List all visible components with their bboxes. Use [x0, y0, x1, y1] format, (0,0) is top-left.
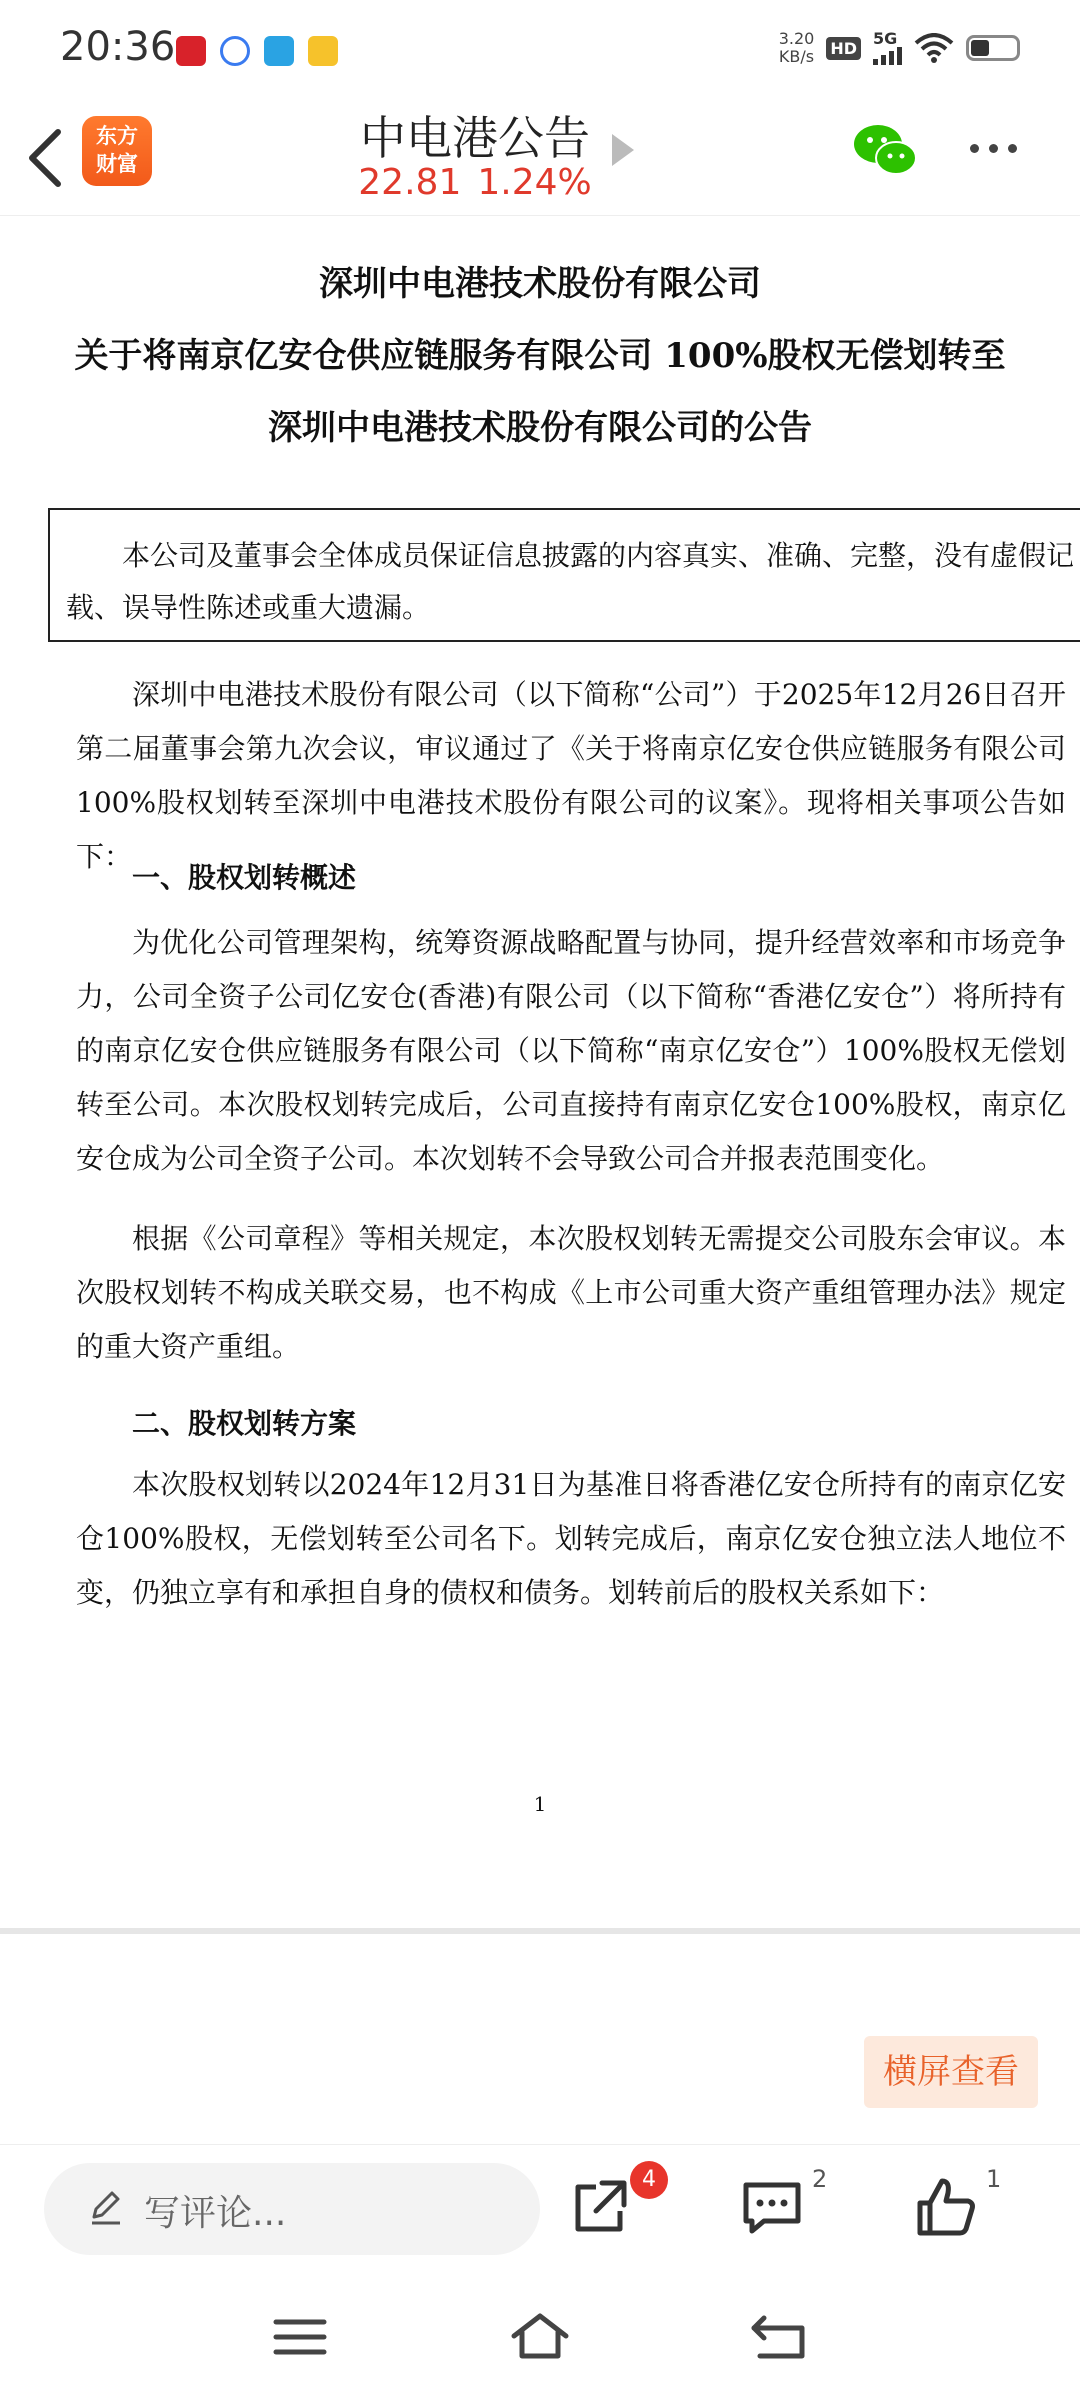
share-badge: 4	[630, 2161, 668, 2199]
menu-icon[interactable]	[270, 2312, 330, 2362]
taxi-app-icon	[308, 36, 338, 66]
battery-icon	[966, 35, 1020, 61]
back-icon[interactable]	[20, 126, 70, 190]
network-type: 5G	[873, 29, 898, 48]
intro-paragraph: 深圳中电港技术股份有限公司（以下简称“公司”）于2025年12月26日召开第二届董事会第九次会议，审议通过了《关于将南京亿安仓供应链服务有限公司100%股权划转至深圳中电港技术股份有限公司的议案》。现将相关事项公告如下：	[76, 678, 1066, 873]
hd-badge: HD	[826, 37, 861, 60]
paw-app-icon	[220, 36, 250, 66]
doc-title-line2: 关于将南京亿安仓供应链服务有限公司 100%股权无偿划转至	[74, 336, 1006, 376]
back-nav-icon[interactable]	[750, 2312, 810, 2362]
action-bar	[0, 2144, 1080, 2274]
doc-title-line3: 深圳中电港技术股份有限公司的公告	[268, 408, 812, 448]
stock-quote[interactable]	[350, 162, 600, 203]
signal-icon	[873, 47, 902, 65]
page-number: 1	[533, 1792, 547, 1816]
system-nav-bar	[0, 2274, 1080, 2400]
wechat-icon[interactable]	[852, 122, 918, 178]
comment-icon[interactable]	[740, 2175, 804, 2239]
comment-placeholder: 写评论...	[144, 2193, 287, 2234]
telegram-icon	[264, 36, 294, 66]
status-bar	[0, 0, 1080, 100]
comment-input[interactable]	[44, 2163, 540, 2255]
section2-paragraph1: 本次股权划转以2024年12月31日为基准日将香港亿安仓所持有的南京亿安仓100%股权，无偿划转至公司名下。划转完成后，南京亿安仓独立法人地位不变，仍独立享有和承担自身的债权和债务。划转前后的股权关系如下：	[76, 1468, 1066, 1609]
like-count: 1	[986, 2165, 1002, 2193]
stock-price: 22.81	[358, 162, 462, 203]
logo-line2: 财富	[96, 152, 138, 176]
pen-icon	[86, 2187, 126, 2227]
play-icon[interactable]	[612, 134, 634, 166]
section1-heading: 一、股权划转概述	[132, 861, 357, 894]
disclaimer-box: 本公司及董事会全体成员保证信息披露的内容真实、准确、完整，没有虚假记载、误导性陈述或重大遗漏。	[48, 508, 1080, 642]
notification-icons	[176, 36, 338, 66]
share-icon[interactable]	[568, 2175, 632, 2239]
comment-count: 2	[812, 2165, 828, 2193]
app-header	[0, 100, 1080, 216]
wifi-icon	[914, 33, 954, 63]
section2-heading: 二、股权划转方案	[132, 1407, 357, 1440]
logo-line1: 东方	[96, 124, 138, 148]
network-speed	[779, 30, 815, 66]
home-icon[interactable]	[510, 2312, 570, 2362]
eastmoney-logo	[82, 116, 152, 186]
cellular-signal	[873, 31, 902, 65]
section1-paragraph2: 根据《公司章程》等相关规定，本次股权划转无需提交公司股东会审议。本次股权划转不构成关联交易，也不构成《上市公司重大资产重组管理办法》规定的重大资产重组。	[76, 1222, 1066, 1363]
announcement-document	[0, 216, 1080, 1928]
net-speed-value: 3.20	[778, 29, 815, 48]
status-right	[779, 30, 1020, 66]
bank-app-icon	[176, 36, 206, 66]
landscape-view-button[interactable]: 横屏查看	[864, 2036, 1038, 2108]
net-speed-unit: KB/s	[778, 47, 815, 66]
more-icon[interactable]	[970, 144, 1017, 153]
doc-title-line1: 深圳中电港技术股份有限公司	[319, 264, 761, 304]
stock-change: 1.24%	[477, 162, 592, 203]
page-title: 中电港公告	[360, 111, 590, 165]
like-icon[interactable]	[914, 2175, 978, 2239]
section1-paragraph1: 为优化公司管理架构，统筹资源战略配置与协同，提升经营效率和市场竞争力，公司全资子公司亿安仓(香港)有限公司（以下简称“香港亿安仓”）将所持有的南京亿安仓供应链服务有限公司（以下简称“南京亿安仓”）100%股权无偿划转至公司。本次股权划转完成后，公司直接持有南京亿安仓100%股权，南京亿安仓成为公司全资子公司。本次划转不会导致公司合并报表范围变化。	[76, 926, 1066, 1175]
status-time: 20:36	[60, 24, 176, 70]
